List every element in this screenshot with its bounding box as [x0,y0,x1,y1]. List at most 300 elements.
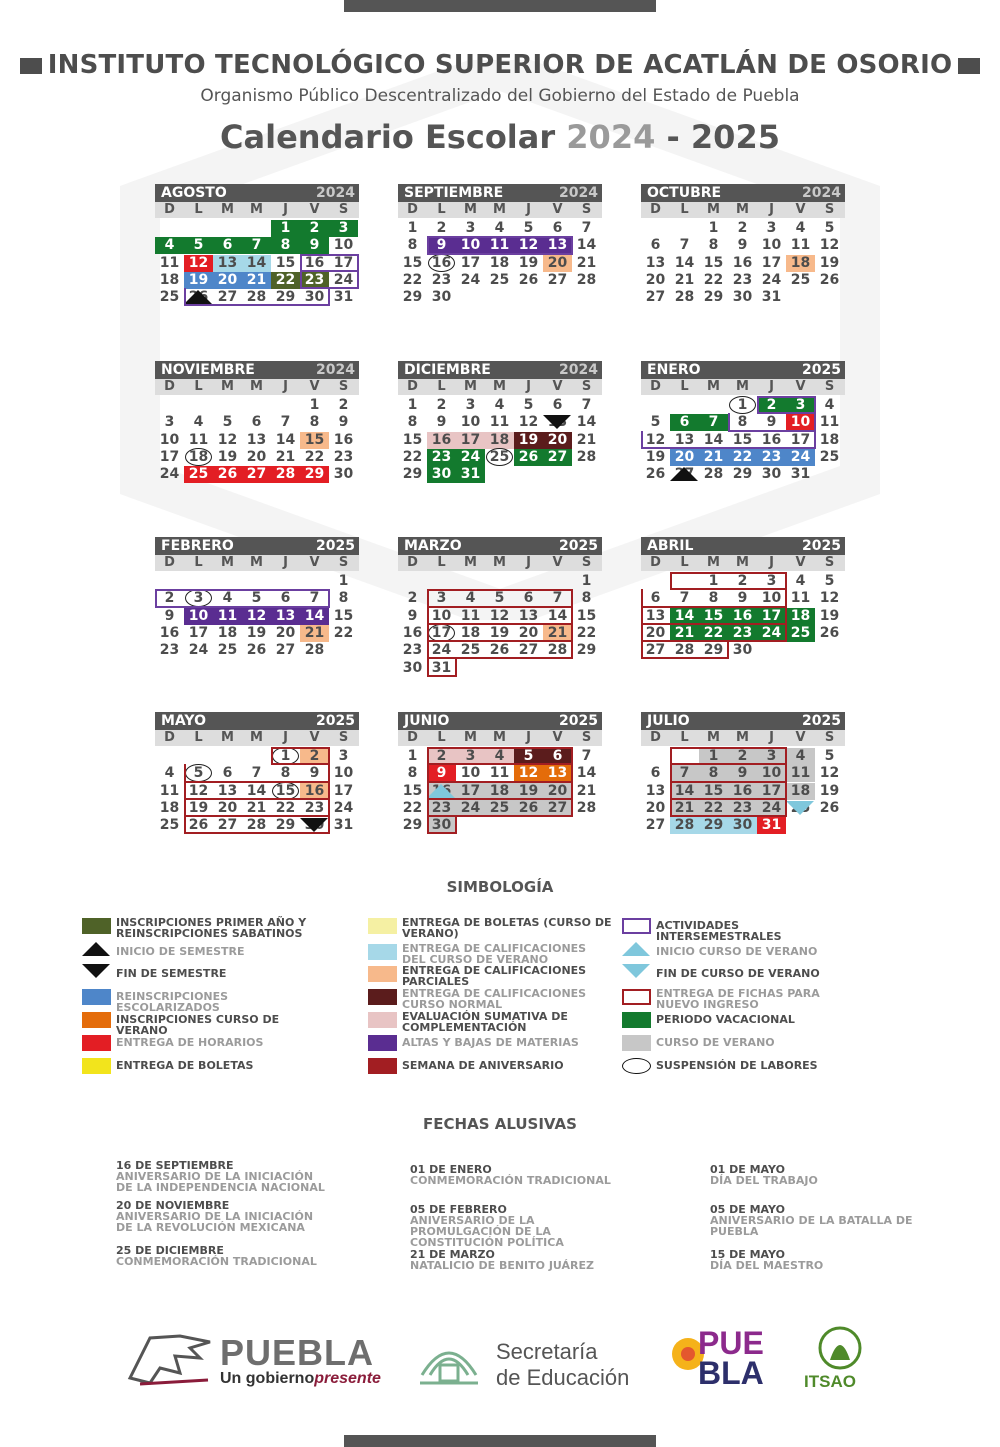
weekday-label: M [736,730,749,745]
weekday-label: D [164,202,175,217]
fecha-item [116,1160,331,1193]
weekday-label: L [680,730,689,745]
month-diciembre [398,361,602,515]
day-cell: 2 [427,748,456,765]
weekday-label: V [552,202,563,217]
day-cell: 3 [465,397,476,413]
days-grid [155,218,359,338]
weekday-label: M [707,730,720,745]
day-cell: 26 [645,466,666,483]
days-grid [641,218,845,338]
fichas-outline [184,816,330,834]
fecha-item [410,1204,625,1248]
day-cell: 4 [485,748,514,765]
day-cell: 13 [213,255,242,272]
month-year: 2025 [802,538,841,554]
day-cell: 31 [333,289,354,306]
day-cell: 22 [402,271,423,288]
day-cell: 20 [645,271,666,288]
weekday-label: J [283,555,288,570]
day-cell: 19 [188,799,209,816]
weekday-label: L [680,379,689,394]
day-cell: 15 [271,783,300,800]
weekday-row [641,555,845,571]
day-cell: 9 [436,414,447,431]
day-cell: 16 [732,254,753,271]
day-cell: 15 [699,783,728,800]
day-cell: 26 [819,271,840,288]
day-cell: 25 [159,289,180,306]
day-cell: 2 [436,397,447,413]
month-header [641,184,845,202]
day-cell: 3 [164,414,175,431]
day-cell: 20 [670,449,699,466]
day-cell: 28 [246,817,267,834]
day-cell: 8 [280,765,291,782]
day-cell: 22 [271,272,300,289]
day-cell: 10 [333,765,354,782]
day-cell: 14 [275,431,296,448]
day-cell: 6 [650,590,661,607]
day-cell: 17 [790,431,811,448]
color-swatch [368,989,397,1005]
weekday-row [155,379,359,395]
day-cell: 23 [732,271,753,288]
weekday-label: M [221,730,234,745]
day-cell: 3 [436,590,447,607]
month-year: 2024 [802,185,841,201]
legend-label: FIN DE SEMESTRE [116,967,227,980]
day-cell: 20 [217,799,238,816]
weekday-label: L [194,555,203,570]
fichas-outline [184,799,330,817]
weekday-label: D [650,730,661,745]
day-cell: 5 [184,237,213,254]
day-cell: 1 [728,397,757,414]
day-cell: 18 [819,431,840,448]
weekday-label: M [221,555,234,570]
weekday-label: V [552,555,563,570]
weekday-label: D [407,202,418,217]
weekday-label: S [581,730,592,745]
fecha-description: ANIVERSARIO DE LA INICIACIÓN DE LA INDEPENDENCIA NACIONAL [116,1170,325,1194]
fecha-date: 16 DE SEPTIEMBRE [116,1159,234,1172]
organism-subtitle: Organismo Público Descentralizado del Gobierno del Estado de Puebla [200,86,800,106]
day-cell: 27 [217,289,238,306]
month-name: MARZO [404,538,462,554]
day-cell: 23 [728,625,757,642]
day-cell: 10 [184,608,213,625]
day-cell: 13 [645,782,666,799]
color-swatch [82,1012,111,1028]
day-cell: 14 [674,254,695,271]
weekday-label: M [250,379,263,394]
day-cell: 26 [819,799,840,816]
day-cell: 10 [761,590,782,607]
day-cell: 4 [494,397,505,413]
month-name: MAYO [161,713,206,729]
day-cell: 17 [333,254,354,271]
weekday-label: S [338,555,349,570]
day-cell: 2 [436,220,447,236]
day-cell: 10 [460,765,481,782]
day-cell: 7 [242,237,271,254]
day-cell: 2 [164,590,175,607]
fichas-outline [427,764,573,782]
weekday-label: M [464,555,477,570]
secretaria-educacion-logo: Secretaría de Educación [416,1335,646,1391]
month-year: 2025 [316,713,355,729]
day-cell: 20 [246,448,267,465]
day-cell: 24 [757,800,786,817]
fichas-outline [670,799,787,817]
weekday-label: J [769,555,774,570]
weekday-label: L [437,555,446,570]
day-cell: 12 [242,608,271,625]
day-cell: 31 [790,466,811,483]
month-year: 2024 [559,185,598,201]
day-cell: 16 [333,431,354,448]
weekday-label: S [338,379,349,394]
day-cell: 17 [188,624,209,641]
month-abril [641,537,845,691]
weekday-label: J [283,202,288,217]
day-cell: 1 [309,397,320,413]
day-cell: 28 [674,289,695,306]
day-cell: 12 [645,431,666,448]
day-cell: 26 [213,466,242,483]
legend-label: ACTIVIDADES INTERSEMESTRALES [656,919,782,943]
weekday-label: J [526,555,531,570]
weekday-label: J [526,730,531,745]
day-cell: 12 [514,237,543,254]
month-year: 2024 [316,362,355,378]
day-cell: 13 [674,431,695,448]
day-cell: 19 [819,607,840,624]
day-cell: 19 [645,448,666,465]
day-cell: 13 [645,607,666,624]
day-cell: 24 [460,271,481,288]
day-cell: 23 [757,449,786,466]
day-cell: 14 [547,607,568,624]
month-header [398,361,602,379]
day-cell: 12 [819,590,840,607]
day-cell: 17 [757,608,786,625]
day-cell: 24 [431,642,452,659]
day-cell: 7 [581,397,592,413]
day-cell: 4 [494,220,505,236]
intersemestral-outline [757,396,816,414]
day-cell: 10 [159,431,180,448]
day-cell: 22 [402,799,423,816]
day-cell: 30 [402,659,423,676]
bottom-bar [344,1435,656,1447]
day-cell: 31 [431,659,452,676]
day-cell: 3 [184,590,213,607]
day-cell: 5 [222,414,233,431]
day-cell: 27 [242,466,271,483]
fecha-date: 20 DE NOVIEMBRE [116,1199,230,1212]
day-cell: 15 [576,607,597,624]
day-cell: 23 [427,449,456,466]
day-cell: 6 [552,397,563,413]
day-cell: 12 [188,782,209,799]
day-cell: 29 [576,642,597,659]
day-cell: 18 [159,271,180,288]
month-enero [641,361,845,515]
fichas-outline [641,607,787,625]
puebla-state-logo: PUE BLA [670,1326,770,1390]
day-cell: 29 [402,817,423,834]
weekday-label: M [707,202,720,217]
day-cell: 22 [699,800,728,817]
color-swatch [368,944,397,960]
weekday-row [398,730,602,746]
weekday-label: M [493,202,506,217]
month-julio [641,712,845,866]
day-cell: 24 [456,800,485,817]
start-marker-icon [670,467,698,481]
itsao-emblem-icon [810,1326,870,1372]
day-cell: 17 [757,783,786,800]
color-swatch [82,989,111,1005]
day-cell: 1 [708,573,719,589]
day-cell: 19 [246,624,267,641]
month-year: 2024 [559,362,598,378]
weekday-label: D [407,730,418,745]
day-cell: 27 [547,271,568,288]
day-cell: 31 [761,289,782,306]
weekday-row [641,379,845,395]
day-cell: 28 [271,466,300,483]
weekday-label: J [769,202,774,217]
weekday-label: J [283,730,288,745]
month-name: FEBRERO [161,538,234,554]
fecha-date: 15 DE MAYO [710,1248,785,1261]
day-cell: 30 [761,466,782,483]
day-cell: 15 [333,607,354,624]
day-cell: 21 [275,448,296,465]
legend-label: REINSCRIPCIONES ESCOLARIZADOS [116,990,229,1014]
day-cell: 3 [338,748,349,764]
intersemestral-outline [427,236,573,254]
legend-label: ENTREGA DE FICHAS PARA NUEVO INGRESO [656,987,820,1011]
day-cell: 26 [514,800,543,817]
day-cell: 13 [518,607,539,624]
weekday-label: J [283,379,288,394]
day-cell: 2 [338,397,349,413]
day-cell: 11 [485,237,514,254]
day-cell: 16 [427,255,456,272]
day-cell: 18 [485,432,514,449]
days-grid [641,746,845,866]
day-cell: 25 [786,625,815,642]
day-cell: 25 [159,817,180,834]
month-year: 2025 [316,538,355,554]
month-febrero [155,537,359,691]
legend-label: ENTREGA DE HORARIOS [116,1036,264,1049]
legend-label: FIN DE CURSO DE VERANO [656,967,820,980]
day-cell: 18 [460,624,481,641]
legend-label: SUSPENSIÓN DE LABORES [656,1059,818,1072]
day-cell: 8 [338,590,349,607]
legend-label: ENTREGA DE BOLETAS (CURSO DE VERANO) [402,916,612,940]
weekday-label: D [164,555,175,570]
day-cell: 28 [576,448,597,465]
weekday-row [155,730,359,746]
day-cell: 30 [304,817,325,834]
day-cell: 9 [407,607,418,624]
fecha-date: 05 DE MAYO [710,1203,785,1216]
color-swatch [368,1035,397,1051]
month-year: 2025 [802,362,841,378]
fecha-item [710,1204,925,1237]
weekday-label: V [795,730,806,745]
day-cell: 21 [670,625,699,642]
fichas-outline [427,782,573,800]
day-cell: 13 [543,765,572,782]
day-cell: 18 [217,624,238,641]
legend-label: EVALUACIÓN SUMATIVA DE COMPLEMENTACIÓN [402,1010,568,1034]
day-cell: 22 [703,271,724,288]
month-header [155,537,359,555]
legend-label: PERIODO VACACIONAL [656,1013,795,1026]
day-cell: 5 [251,590,262,607]
day-cell: 30 [427,817,456,834]
weekday-label: M [464,202,477,217]
weekday-row [155,555,359,571]
day-cell: 14 [576,414,597,431]
weekday-label: L [194,730,203,745]
day-cell: 29 [703,642,724,659]
calendar-title: Calendario Escolar 2024 - 2025 [220,118,780,156]
month-year: 2025 [559,538,598,554]
day-cell: 21 [300,625,329,642]
fichas-outline [670,572,787,590]
fichas-outline [427,589,573,607]
fecha-description: NATALICIO DE BENITO JUÁREZ [410,1259,594,1272]
month-name: JULIO [647,713,690,729]
day-cell: 5 [824,220,835,236]
day-cell: 21 [576,431,597,448]
weekday-label: M [464,730,477,745]
fichas-outline [184,782,330,800]
day-cell: 15 [300,432,329,449]
day-cell: 3 [456,748,485,765]
weekday-row [641,202,845,218]
day-cell: 23 [431,271,452,288]
month-year: 2025 [559,713,598,729]
day-cell: 6 [523,590,534,607]
day-cell: 4 [193,414,204,431]
day-cell: 26 [518,271,539,288]
end-semester-icon [82,964,110,978]
day-cell: 2 [300,748,329,765]
day-cell: 17 [456,432,485,449]
month-marzo [398,537,602,691]
day-cell: 23 [427,800,456,817]
day-cell: 1 [338,573,349,589]
day-cell: 31 [456,466,485,483]
day-cell: 1 [581,573,592,589]
day-cell: 24 [333,271,354,288]
weekday-label: S [824,730,835,745]
day-cell: 5 [184,765,213,782]
weekday-label: D [650,555,661,570]
month-name: JUNIO [404,713,450,729]
day-cell: 9 [728,765,757,782]
day-cell: 3 [757,748,786,765]
day-cell: 17 [761,254,782,271]
weekday-label: M [493,379,506,394]
month-name: AGOSTO [161,185,227,201]
fichas-outline [670,764,787,782]
weekday-label: V [552,730,563,745]
fecha-description: CONMEMORACIÓN TRADICIONAL [410,1174,611,1187]
day-cell: 24 [159,466,180,483]
intersemestral-outline [155,589,330,607]
day-cell: 11 [213,608,242,625]
legend-label: ENTREGA DE BOLETAS [116,1059,254,1072]
day-cell: 23 [402,642,423,659]
day-cell: 9 [766,414,777,431]
day-cell: 25 [489,271,510,288]
weekday-label: S [581,202,592,217]
day-cell: 15 [699,608,728,625]
day-cell: 26 [188,289,209,306]
day-cell: 7 [670,765,699,782]
day-cell: 21 [674,271,695,288]
fichas-outline [427,816,457,834]
fecha-item [710,1249,925,1271]
day-cell: 16 [304,254,325,271]
day-cell: 28 [674,642,695,659]
day-cell: 20 [645,799,666,816]
day-cell: 23 [159,642,180,659]
day-cell: 17 [333,782,354,799]
fichas-outline [670,782,787,800]
fichas-outline [271,747,330,765]
day-cell: 28 [576,271,597,288]
day-cell: 22 [402,448,423,465]
day-cell: 9 [737,590,748,607]
day-cell: 20 [275,624,296,641]
weekday-label: V [309,202,320,217]
day-cell: 25 [184,466,213,483]
intersemestral-outline [641,431,816,449]
day-cell: 30 [304,289,325,306]
day-cell: 20 [645,624,666,641]
month-mayo [155,712,359,866]
fichas-outline [641,641,729,659]
day-cell: 11 [790,237,811,254]
color-swatch [368,918,397,934]
day-cell: 23 [300,272,329,289]
weekday-label: L [680,202,689,217]
day-cell: 6 [670,414,699,431]
day-cell: 23 [728,800,757,817]
day-cell: 8 [708,590,719,607]
day-cell: 23 [304,799,325,816]
day-cell: 7 [679,590,690,607]
fecha-date: 01 DE MAYO [710,1163,785,1176]
day-cell: 10 [456,237,485,254]
day-cell: 13 [547,414,568,431]
day-cell: 24 [786,449,815,466]
intersemestral-outline [728,413,816,431]
day-cell: 15 [402,431,423,448]
days-grid [398,218,602,338]
